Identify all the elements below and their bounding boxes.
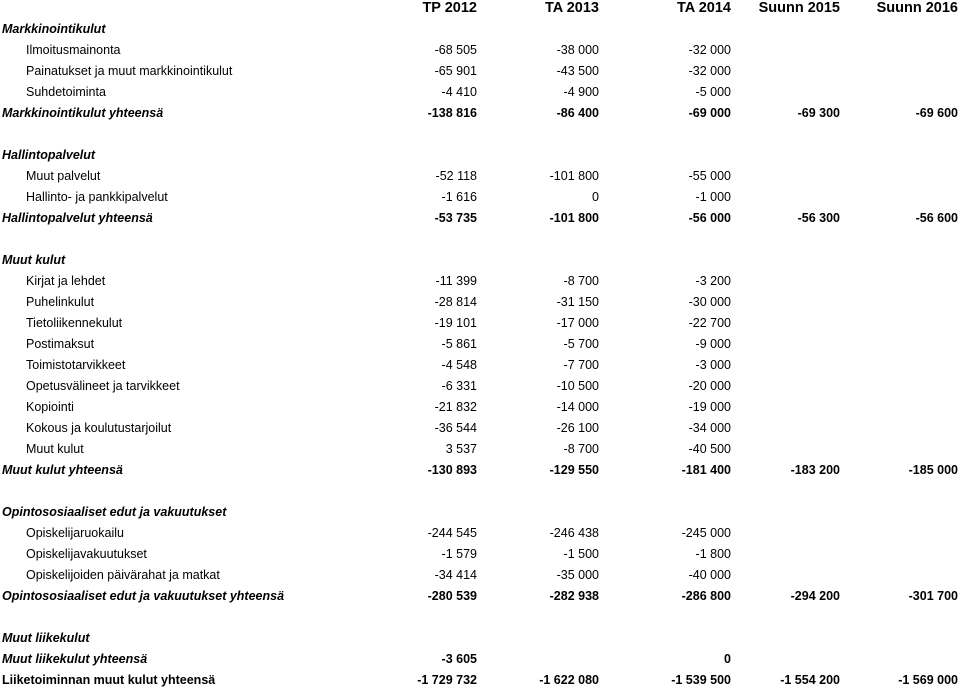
cell-value: -4 548 xyxy=(441,358,477,372)
section-total-row-label: Muut kulut yhteensä xyxy=(2,463,123,477)
cell-value: 3 537 xyxy=(445,442,477,456)
cell-value: -11 399 xyxy=(435,274,477,288)
table-row-label: Opiskelijoiden päivärahat ja matkat xyxy=(26,568,220,582)
section-title xyxy=(0,145,960,165)
cell-value: -181 400 xyxy=(681,463,731,477)
cell-value: -3 200 xyxy=(695,274,731,288)
section-total-row xyxy=(0,649,960,669)
cell-value: 0 xyxy=(724,652,731,666)
section-title-label: Hallintopalvelut xyxy=(2,148,96,162)
cell-value: -86 400 xyxy=(556,106,599,120)
cell-value: -14 000 xyxy=(556,400,599,414)
table-row-label: Hallinto- ja pankkipalvelut xyxy=(26,190,168,204)
table-row-label: Kopiointi xyxy=(26,400,74,414)
cell-value: -101 800 xyxy=(549,169,599,183)
section-total-row-label: Markkinointikulut yhteensä xyxy=(2,106,164,120)
cell-value: -183 200 xyxy=(790,463,840,477)
cell-value: -1 616 xyxy=(441,190,477,204)
table-row-label: Tietoliikennekulut xyxy=(26,316,123,330)
section-title-label: Muut liikekulut xyxy=(2,631,90,645)
grand-total-row-label: Liiketoiminnan muut kulut yhteensä xyxy=(2,673,216,687)
cell-value: -38 000 xyxy=(556,43,599,57)
table-row-label: Postimaksut xyxy=(26,337,95,351)
section-total-row xyxy=(0,586,960,606)
column-header: TP 2012 xyxy=(422,0,477,16)
section-title xyxy=(0,628,960,648)
cell-value: -56 000 xyxy=(688,211,731,225)
cell-value: -5 000 xyxy=(695,85,731,99)
table-row xyxy=(0,271,960,291)
section-title-label: Markkinointikulut xyxy=(2,22,106,36)
cell-value: -40 000 xyxy=(688,568,731,582)
table-row xyxy=(0,166,960,186)
cell-value: -101 800 xyxy=(549,211,599,225)
table-row xyxy=(0,397,960,417)
cell-value: -19 000 xyxy=(688,400,731,414)
section-title xyxy=(0,250,960,270)
cell-value: -4 900 xyxy=(563,85,599,99)
cell-value: -1 500 xyxy=(563,547,599,561)
cell-value: -1 554 200 xyxy=(780,673,840,687)
cell-value: -301 700 xyxy=(908,589,958,603)
cell-value: -43 500 xyxy=(556,64,599,78)
cell-value: -1 622 080 xyxy=(539,673,599,687)
cell-value: -53 735 xyxy=(434,211,477,225)
table-row xyxy=(0,439,960,459)
table-row xyxy=(0,313,960,333)
section-title-label: Muut kulut xyxy=(2,253,66,267)
cell-value: -69 300 xyxy=(797,106,840,120)
cell-value: -280 539 xyxy=(427,589,477,603)
cell-value: -286 800 xyxy=(681,589,731,603)
cell-value: -26 100 xyxy=(556,421,599,435)
table-row-label: Painatukset ja muut markkinointikulut xyxy=(26,64,233,78)
cell-value: -65 901 xyxy=(434,64,477,78)
table-row-label: Ilmoitusmainonta xyxy=(26,43,121,57)
table-row-label: Puhelinkulut xyxy=(26,295,95,309)
table-row xyxy=(0,187,960,207)
column-header: Suunn 2015 xyxy=(758,0,840,16)
cell-value: -69 000 xyxy=(688,106,731,120)
cell-value: -7 700 xyxy=(563,358,599,372)
cell-value: -52 118 xyxy=(435,169,477,183)
table-row xyxy=(0,544,960,564)
cell-value: -245 000 xyxy=(681,526,731,540)
cell-value: -1 569 000 xyxy=(898,673,958,687)
cell-value: -17 000 xyxy=(556,316,599,330)
table-row xyxy=(0,40,960,60)
cell-value: -69 600 xyxy=(915,106,958,120)
table-row-label: Kokous ja koulutustarjoilut xyxy=(26,421,172,435)
cell-value: -5 861 xyxy=(441,337,477,351)
table-row-label: Toimistotarvikkeet xyxy=(26,358,126,372)
cell-value: -35 000 xyxy=(556,568,599,582)
column-header: TA 2014 xyxy=(677,0,731,16)
cell-value: -1 539 500 xyxy=(671,673,731,687)
cell-value: -5 700 xyxy=(563,337,599,351)
cell-value: -3 605 xyxy=(441,652,477,666)
cell-value: -19 101 xyxy=(434,316,477,330)
cell-value: -8 700 xyxy=(563,442,599,456)
cell-value: -56 600 xyxy=(915,211,958,225)
table-row xyxy=(0,523,960,543)
section-total-row-label: Muut liikekulut yhteensä xyxy=(2,652,148,666)
section-total-row xyxy=(0,103,960,123)
cell-value: -31 150 xyxy=(556,295,599,309)
table-row-label: Muut kulut xyxy=(26,442,84,456)
table-row xyxy=(0,376,960,396)
cell-value: -55 000 xyxy=(688,169,731,183)
cell-value: -282 938 xyxy=(549,589,599,603)
table-row-label: Suhdetoiminta xyxy=(26,85,106,99)
cell-value: -130 893 xyxy=(427,463,477,477)
cell-value: -4 410 xyxy=(441,85,477,99)
cell-value: -20 000 xyxy=(688,379,731,393)
table-row-label: Opiskelijavakuutukset xyxy=(26,547,147,561)
cell-value: -32 000 xyxy=(688,64,731,78)
table-row xyxy=(0,292,960,312)
table-row xyxy=(0,355,960,375)
cell-value: -34 000 xyxy=(688,421,731,435)
cell-value: -3 000 xyxy=(695,358,731,372)
cell-value: -32 000 xyxy=(688,43,731,57)
cell-value: -68 505 xyxy=(434,43,477,57)
table-row xyxy=(0,418,960,438)
section-title xyxy=(0,19,960,39)
column-header: TA 2013 xyxy=(545,0,599,16)
cell-value: -22 700 xyxy=(688,316,731,330)
cell-value: -8 700 xyxy=(563,274,599,288)
cell-value: -1 729 732 xyxy=(417,673,477,687)
cell-value: -129 550 xyxy=(549,463,599,477)
cell-value: -9 000 xyxy=(695,337,731,351)
table-row-label: Kirjat ja lehdet xyxy=(26,274,106,288)
section-total-row xyxy=(0,460,960,480)
cell-value: -294 200 xyxy=(790,589,840,603)
cell-value: -185 000 xyxy=(908,463,958,477)
section-total-row xyxy=(0,208,960,228)
table-row-label: Opetusvälineet ja tarvikkeet xyxy=(26,379,180,393)
cell-value: -1 579 xyxy=(441,547,477,561)
table-row xyxy=(0,61,960,81)
cell-value: -244 545 xyxy=(427,526,477,540)
cell-value: -1 800 xyxy=(695,547,731,561)
cell-value: -21 832 xyxy=(434,400,477,414)
table-row-label: Muut palvelut xyxy=(26,169,101,183)
column-header-row xyxy=(0,0,960,19)
cell-value: 0 xyxy=(592,190,599,204)
cell-value: -138 816 xyxy=(427,106,477,120)
cell-value: -28 814 xyxy=(434,295,477,309)
cell-value: -36 544 xyxy=(434,421,477,435)
cell-value: -30 000 xyxy=(688,295,731,309)
table-row xyxy=(0,334,960,354)
section-title xyxy=(0,502,960,522)
column-header: Suunn 2016 xyxy=(876,0,958,16)
section-title-label: Opintososiaaliset edut ja vakuutukset xyxy=(2,505,227,519)
grand-total-row xyxy=(0,670,960,690)
section-total-row-label: Hallintopalvelut yhteensä xyxy=(2,211,153,225)
cell-value: -10 500 xyxy=(556,379,599,393)
table-row-label: Opiskelijaruokailu xyxy=(26,526,124,540)
cell-value: -1 000 xyxy=(695,190,731,204)
cell-value: -34 414 xyxy=(434,568,477,582)
cell-value: -56 300 xyxy=(797,211,840,225)
table-row xyxy=(0,565,960,585)
table-row xyxy=(0,82,960,102)
cell-value: -40 500 xyxy=(688,442,731,456)
section-total-row-label: Opintososiaaliset edut ja vakuutukset yhteensä xyxy=(2,589,285,603)
cell-value: -6 331 xyxy=(441,379,477,393)
cell-value: -246 438 xyxy=(549,526,599,540)
